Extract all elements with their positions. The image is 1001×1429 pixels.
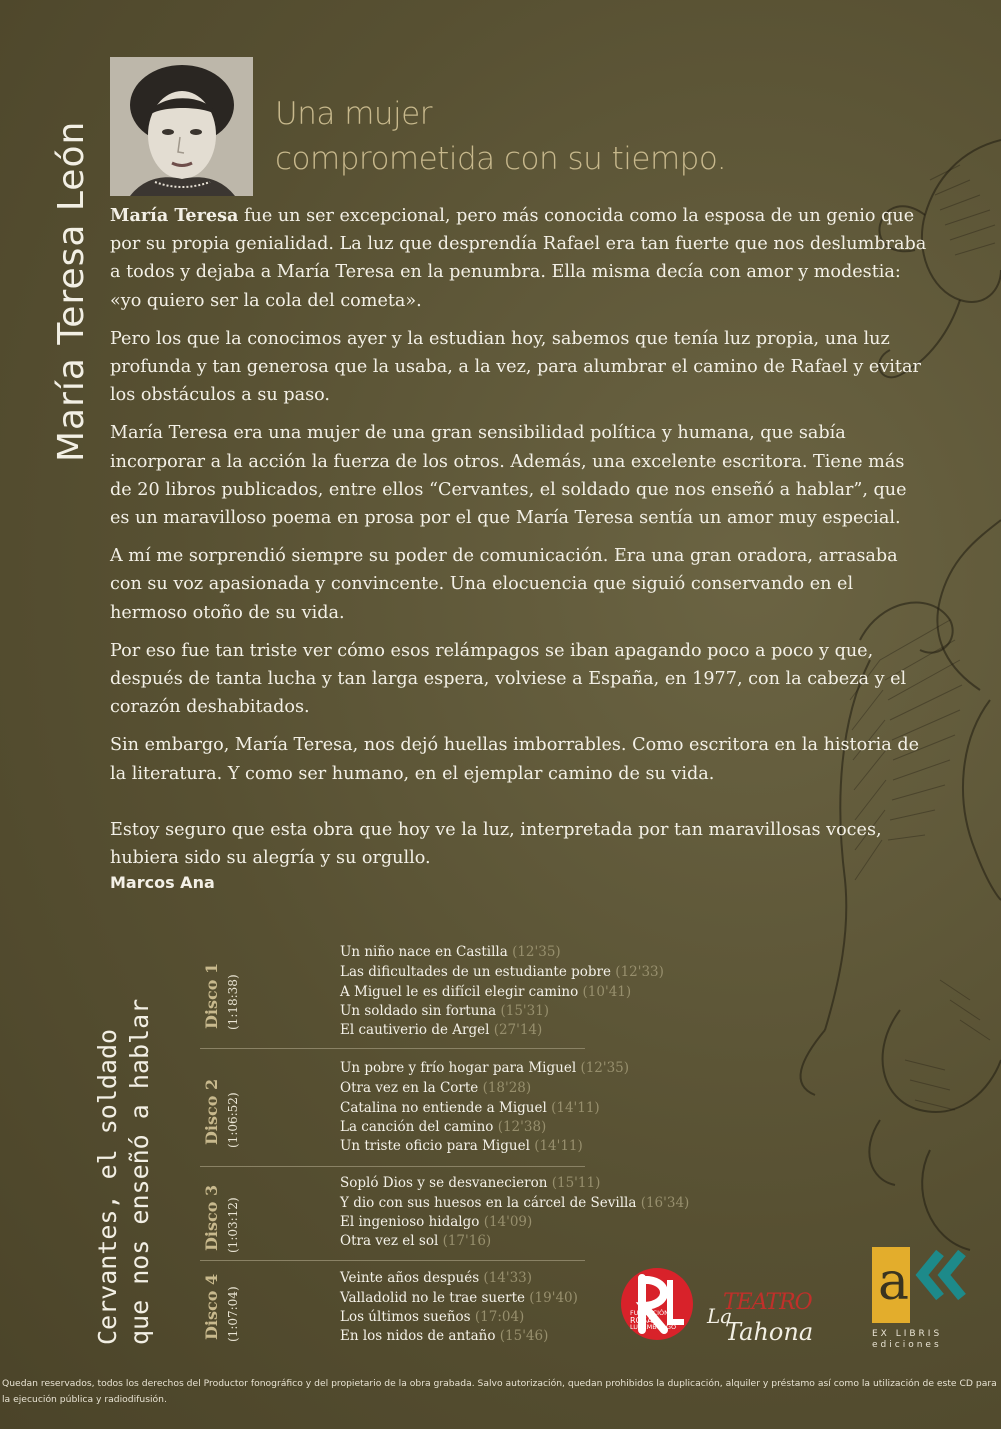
tahona-la-text: La <box>707 1304 733 1328</box>
vertical-author-title <box>42 62 102 462</box>
rl-logo-line-1: FUNDACIÓN <box>630 1309 670 1317</box>
track-title-text: Valladolid no le trae suerte <box>340 1290 525 1306</box>
track-title <box>340 1022 542 1038</box>
cd-title-line-1: Cervantes, el soldado <box>93 1028 122 1345</box>
track-title-text: Los últimos sueños <box>340 1309 471 1325</box>
cd-title-text <box>92 955 182 1345</box>
track-title-text: El ingenioso hidalgo <box>340 1214 480 1230</box>
track-title <box>340 1233 491 1249</box>
ak-ex-libris-logo <box>870 1247 970 1357</box>
track-title <box>340 1328 548 1344</box>
track-duration: (14'11) <box>534 1138 583 1154</box>
track-duration: (10'41) <box>582 984 632 1000</box>
track-title <box>340 944 561 960</box>
headline-line-2: comprometida con su tiempo. <box>275 141 727 177</box>
track-duration: (15'46) <box>499 1328 549 1344</box>
track-title <box>340 1195 689 1211</box>
track-title-text: Y dio con sus huesos en la cárcel de Sevilla <box>340 1195 637 1211</box>
track-title <box>340 1175 600 1191</box>
disc-3-duration: (1:03:12) <box>226 1197 240 1253</box>
track-duration: (16'34) <box>640 1195 690 1211</box>
disc-1-duration: (1:18:38) <box>226 974 240 1030</box>
track-title-text: En los nidos de antaño <box>340 1328 496 1344</box>
body-text <box>110 202 930 882</box>
track-duration: (27'14) <box>493 1022 543 1038</box>
disc-2-name: Disco 2 <box>202 1078 221 1145</box>
track-title <box>340 1119 546 1135</box>
paragraph-6: Sin embargo, María Teresa, nos dejó huellas imborrables. Como escritora en la historia de la literatura. Y como ser humano, en el ejemplar camino de su vida. <box>110 735 920 784</box>
rl-logo-line-3: LUXEMBURGO <box>630 1323 677 1331</box>
ak-text-line-2: ediciones <box>872 1340 942 1350</box>
track-duration: (12'35) <box>580 1060 630 1076</box>
paragraph-3: María Teresa era una mujer de una gran sensibilidad política y humana, que sabía incorporar a la acción la fuerza de los otros. Además, una excelente escritora. Tiene más de 20 libros publicados, entre ellos “Cervantes, el soldado que nos enseñó a hablar”, que es un maravilloso poema en prosa por el que María Teresa sentía un amor muy especial. <box>110 423 907 529</box>
disc-3 <box>200 1175 690 1257</box>
paragraph-7: Estoy seguro que esta obra que hoy ve la luz, interpretada por tan maravillosas voces, hubiera sido su alegría y su orgullo. <box>110 819 882 869</box>
track-title-text: Las dificultades de un estudiante pobre <box>340 964 611 980</box>
track-duration: (12'33) <box>615 964 664 980</box>
cd-title-vertical <box>92 955 182 1345</box>
track-duration: (14'11) <box>551 1100 600 1116</box>
track-duration: (15'11) <box>551 1175 601 1191</box>
track-title <box>340 1100 600 1116</box>
track-title-text: Otra vez en la Corte <box>340 1080 479 1096</box>
author-portrait-photo <box>110 57 253 196</box>
track-title <box>340 984 631 1000</box>
track-duration: (17'16) <box>442 1233 492 1249</box>
portrait-illustration <box>110 57 253 196</box>
track-title-text: El cautiverio de Argel <box>340 1022 490 1038</box>
track-title <box>340 1080 531 1096</box>
disc-divider <box>200 1166 585 1167</box>
teatro-la-tahona-logo <box>705 1290 840 1350</box>
track-duration: (15'31) <box>500 1003 550 1019</box>
track-duration: (18'28) <box>482 1080 532 1096</box>
track-duration: (17:04) <box>474 1309 525 1325</box>
paragraph-5: Por eso fue tan triste ver cómo esos relámpagos se iban apagando poco a poco y que, después de tanta lucha y tan larga espera, volviese a España, en 1977, con la cabeza y el corazón deshabitados. <box>110 640 907 718</box>
disc-1 <box>200 944 664 1044</box>
legal-notice: Quedan reservados, todos los derechos del Productor fonográfico y del propietario de la obra grabada. Salvo autorización, quedan prohibidos la duplicación, alquiler y préstamo así como la utilización de este CD para la ejecución pública y radiodifusión. <box>2 1378 997 1405</box>
track-duration: (12'35) <box>512 944 561 960</box>
track-title-text: Veinte años después <box>340 1270 480 1286</box>
disc-2 <box>200 1060 630 1160</box>
ak-letter: a <box>878 1252 910 1312</box>
track-title <box>340 1214 532 1230</box>
track-title <box>340 1309 524 1325</box>
ak-teal-chevrons-icon <box>910 1247 970 1323</box>
track-title <box>340 964 664 980</box>
fundacion-rosa-luxemburgo-logo <box>620 1250 695 1358</box>
tahona-teatro-text: TEATRO <box>723 1290 812 1315</box>
disc-3-label <box>200 1175 248 1257</box>
headline <box>275 92 795 182</box>
disc-1-label <box>200 944 248 1044</box>
disc-4 <box>200 1270 620 1352</box>
track-duration: (14'09) <box>483 1214 533 1230</box>
disc-4-name: Disco 4 <box>202 1273 221 1340</box>
paragraph-2: Pero los que la conocimos ayer y la estudian hoy, sabemos que tenía luz propia, una luz profunda y tan generosa que la usaba, a la vez, para alumbrar el camino de Rafael y evitar los obstáculos a su paso. <box>110 328 921 406</box>
track-title-text: Un pobre y frío hogar para Miguel <box>340 1060 577 1076</box>
disc-divider <box>200 1260 585 1261</box>
ak-text-line-1: EX LIBRIS <box>872 1329 943 1339</box>
track-title-text: A Miguel le es difícil elegir camino <box>340 984 579 1000</box>
track-title-text: Sopló Dios y se desvanecieron <box>340 1175 548 1191</box>
disc-2-label <box>200 1060 248 1160</box>
disc-4-label <box>200 1270 248 1352</box>
disc-4-duration: (1:07:04) <box>226 1286 240 1342</box>
track-title <box>340 1060 629 1076</box>
disc-divider <box>200 1048 585 1049</box>
track-duration: (12'38) <box>497 1119 547 1135</box>
track-duration: (19'40) <box>529 1290 578 1306</box>
tahona-name-text: Tahona <box>725 1318 814 1346</box>
track-duration: (14'33) <box>483 1270 533 1286</box>
rl-logo-icon <box>620 1250 695 1358</box>
rl-logo-line-2: ROSA <box>630 1316 653 1325</box>
disc-2-duration: (1:06:52) <box>226 1092 240 1148</box>
track-title-text: La canción del camino <box>340 1119 494 1135</box>
track-title-text: Otra vez el sol <box>340 1233 439 1249</box>
vertical-author-title-text: María Teresa León <box>51 120 92 462</box>
paragraph-1-text: fue un ser excepcional, pero más conocida como la esposa de un genio que por su propia genialidad. La luz que desprendía Rafael era tan fuerte que nos deslumbraba a todos y dejaba a María Teresa en la penumbra. Ella misma decía con amor y modestia: «yo quiero ser la cola del cometa». <box>110 206 927 311</box>
paragraph-1 <box>110 202 930 315</box>
track-title-text: Un niño nace en Castilla <box>340 944 508 960</box>
track-title <box>340 1003 549 1019</box>
cd-title-line-2: que nos enseñó a hablar <box>125 998 154 1345</box>
disc-1-name: Disco 1 <box>202 962 221 1029</box>
track-title <box>340 1290 578 1306</box>
ak-text <box>872 1329 942 1351</box>
track-title-text: Un triste oficio para Miguel <box>340 1138 530 1154</box>
paragraph-4: A mí me sorprendió siempre su poder de comunicación. Era una gran oradora, arrasaba con su voz apasionada y convincente. Una elocuencia que siguió conservando en el hermoso otoño de su vida. <box>110 546 898 623</box>
rl-logo-text <box>630 1310 676 1331</box>
headline-line-1: Una mujer <box>275 96 432 132</box>
track-title-text: Catalina no entiende a Miguel <box>340 1100 547 1116</box>
signature: Marcos Ana <box>110 873 215 892</box>
track-title-text: Un soldado sin fortuna <box>340 1003 497 1019</box>
track-title <box>340 1138 583 1154</box>
disc-3-name: Disco 3 <box>202 1184 221 1251</box>
paragraph-1-bold: María Teresa <box>110 205 239 226</box>
track-title <box>340 1270 532 1286</box>
